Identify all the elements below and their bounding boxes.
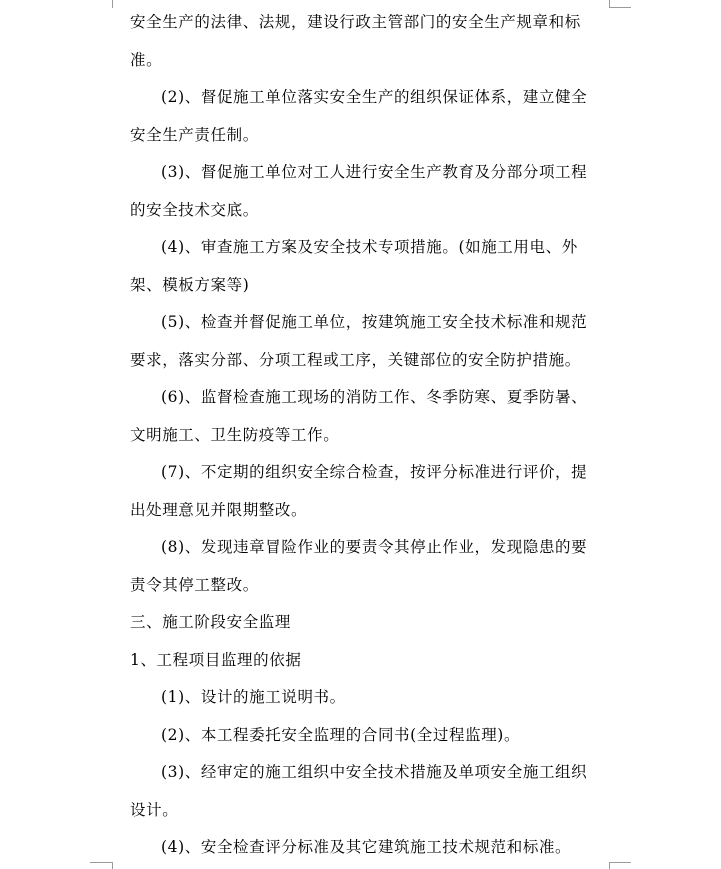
basis-item-4-line: (4)、安全检查评分标准及其它建筑施工技术规范和标准。	[161, 838, 572, 856]
crop-mark-bottom-left-horizontal	[90, 862, 113, 863]
crop-mark-top-right-horizontal	[609, 7, 631, 8]
list-item-7-line: (7)、不定期的组织安全综合检查，按评分标准进行评价，提	[161, 463, 588, 481]
text-line: 的安全技术交底。	[130, 200, 259, 219]
text-line: 要求，落实分部、分项工程或工序，关键部位的安全防护措施。	[130, 350, 581, 369]
list-item-5-line: (5)、检查并督促施工单位，按建筑施工安全技术标准和规范	[161, 313, 588, 331]
crop-mark-top-left-vertical	[112, 0, 113, 8]
text-line: 架、模板方案等)	[130, 275, 250, 294]
text-line: 出处理意见并限期整改。	[130, 500, 308, 519]
list-item-2-line: (2)、督促施工单位落实安全生产的组织保证体系，建立健全	[161, 88, 588, 106]
text-line: 安全生产责任制。	[130, 125, 259, 144]
crop-mark-bottom-left-vertical	[112, 862, 113, 869]
text-line: 设计。	[130, 800, 179, 819]
list-item-4-line: (4)、审查施工方案及安全技术专项措施。(如施工用电、外	[161, 238, 578, 256]
text-line: 准。	[130, 50, 163, 69]
basis-item-1-line: (1)、设计的施工说明书。	[161, 688, 346, 706]
basis-item-3-line: (3)、经审定的施工组织中安全技术措施及单项安全施工组织	[161, 763, 588, 781]
text-line: 安全生产的法律、法规，建设行政主管部门的安全生产规章和标	[130, 13, 581, 31]
list-item-8-line: (8)、发现违章冒险作业的要责令其停止作业，发现隐患的要	[161, 538, 588, 556]
section-heading: 三、施工阶段安全监理	[130, 613, 292, 631]
crop-mark-bottom-right-horizontal	[609, 862, 631, 863]
list-item-6-line: (6)、监督检查施工现场的消防工作、冬季防寒、夏季防暑、	[161, 388, 588, 406]
list-item-3-line: (3)、督促施工单位对工人进行安全生产教育及分部分项工程	[161, 163, 588, 181]
basis-item-2-line: (2)、本工程委托安全监理的合同书(全过程监理)。	[161, 725, 521, 744]
text-line: 文明施工、卫生防疫等工作。	[130, 425, 340, 444]
text-line: 责令其停工整改。	[130, 575, 259, 594]
document-body	[130, 4, 593, 867]
subsection-heading: 1、工程项目监理的依据	[130, 650, 302, 669]
crop-mark-bottom-right-vertical	[609, 862, 610, 869]
